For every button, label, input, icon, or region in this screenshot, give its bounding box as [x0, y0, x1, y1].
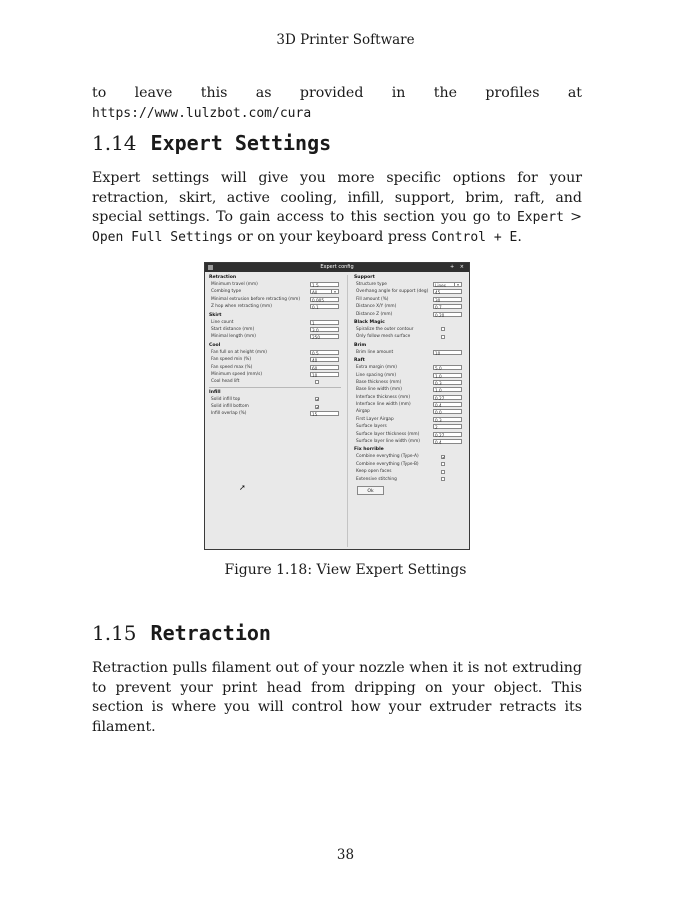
setting-checkbox[interactable]: [441, 470, 445, 474]
chevron-down-icon: ▾: [331, 290, 338, 294]
setting-row-fan-speed-min: [209, 356, 341, 363]
setting-row-distance-x-y-mm: [354, 303, 466, 310]
setting-row-first-layer-airgap: [354, 416, 466, 423]
setting-value: 250: [312, 335, 320, 341]
setting-row-base-thickness-mm: [354, 379, 466, 386]
setting-value: 1: [312, 320, 315, 326]
menu-open-full-settings: Open Full Settings: [92, 229, 233, 245]
setting-value: 5.0: [435, 366, 442, 372]
setting-label: Surface layer line width (mm): [356, 439, 420, 445]
setting-label: Start distance (mm): [211, 326, 255, 332]
setting-label: Surface layers: [356, 424, 387, 430]
setting-row-surface-layer-line-width-mm: [354, 438, 466, 445]
section-title: Retraction: [150, 621, 271, 645]
setting-label: Keep open faces: [356, 469, 392, 475]
setting-value: 0.005: [312, 297, 324, 303]
setting-input[interactable]: [310, 304, 339, 309]
setting-input[interactable]: [433, 380, 462, 385]
setting-row-extra-margin-mm: [354, 364, 466, 371]
paragraph-text: or on your keyboard press: [232, 228, 432, 245]
setting-row-line-count: [209, 319, 341, 326]
setting-label: Infill overlap (%): [211, 411, 247, 417]
expert-config-dialog: [204, 262, 470, 550]
lulzbot-url[interactable]: https://www.lulzbot.com/cura: [92, 105, 312, 121]
setting-row-minimal-length-mm: [209, 333, 341, 340]
section-number: 1.14: [92, 131, 137, 155]
section-title-fix-horrible: Fix horrible: [354, 447, 384, 453]
setting-label: Base line width (mm): [356, 387, 402, 393]
setting-label: Minimum speed (mm/s): [211, 371, 263, 377]
setting-row-minimal-extrusion-before-retracting-mm: [209, 296, 341, 303]
right-column: [354, 273, 466, 498]
setting-label: Fan speed min (%): [211, 357, 252, 363]
setting-input[interactable]: [310, 334, 339, 339]
setting-label: Extra margin (mm): [356, 365, 397, 371]
setting-value: 1.0: [435, 373, 442, 379]
keyboard-shortcut: Control + E: [431, 229, 518, 245]
setting-value: 40: [312, 358, 318, 364]
setting-value: 10: [435, 350, 441, 356]
ok-button-row: [354, 486, 466, 498]
setting-row-only-follow-mesh-surface: [354, 333, 466, 340]
intro-paragraph: [92, 84, 582, 123]
section-title-black-magic: Black Magic: [354, 319, 385, 325]
left-column: [209, 273, 341, 418]
setting-label: Line count: [211, 319, 234, 325]
setting-row-interface-line-width-mm: [354, 401, 466, 408]
setting-value: 0.0: [435, 410, 442, 416]
section-title-cool: Cool: [209, 342, 221, 348]
setting-input[interactable]: [310, 350, 339, 355]
window-controls[interactable]: + ×: [450, 264, 466, 270]
setting-label: Distance X/Y (mm): [356, 304, 397, 310]
setting-value: 15: [312, 412, 318, 418]
section-heading-expert-settings: [92, 131, 331, 155]
setting-row-fan-full-on-at-height-mm: [209, 349, 341, 356]
setting-input[interactable]: [433, 350, 462, 355]
setting-input[interactable]: [433, 373, 462, 378]
setting-row-brim-line-amount: [354, 349, 466, 356]
setting-row-combine-everything-type-b: [354, 461, 466, 468]
setting-input[interactable]: [310, 411, 339, 416]
section-number: 1.15: [92, 621, 137, 645]
setting-value: 2: [435, 425, 438, 431]
setting-label: Base thickness (mm): [356, 379, 402, 385]
setting-label: Only follow mesh surface: [356, 334, 411, 340]
section-title-retraction: Retraction: [209, 275, 237, 280]
setting-input[interactable]: [310, 320, 339, 325]
setting-label: Cool head lift: [211, 379, 240, 385]
setting-input[interactable]: [310, 327, 339, 332]
setting-row-combine-everything-type-a: [354, 453, 466, 460]
setting-select[interactable]: [310, 289, 339, 294]
section-title: Expert Settings: [150, 131, 332, 155]
setting-input[interactable]: [310, 357, 339, 362]
setting-value: 3.0: [312, 327, 319, 333]
setting-label: Minimal length (mm): [211, 334, 256, 340]
setting-input[interactable]: [433, 395, 462, 400]
dialog-title: Expert config: [320, 264, 354, 270]
setting-row-solid-infill-bottom: [209, 403, 341, 410]
menu-separator: >: [570, 209, 582, 225]
ok-button[interactable]: Ok: [357, 486, 384, 495]
setting-value: 0.3: [435, 417, 442, 423]
setting-label: Solid infill bottom: [211, 404, 249, 410]
setting-value: 0.1: [312, 305, 319, 311]
setting-value: 45: [435, 290, 441, 296]
setting-value: 0.27: [435, 395, 445, 401]
setting-value: 1.0: [435, 388, 442, 394]
setting-input[interactable]: [433, 297, 462, 302]
setting-input[interactable]: [433, 402, 462, 407]
setting-checkbox[interactable]: ✔: [316, 404, 320, 410]
setting-row-line-spacing-mm: [354, 372, 466, 379]
section-title-skirt: Skirt: [209, 312, 222, 318]
section-title-raft: Raft: [354, 358, 365, 364]
setting-label: Fill amount (%): [356, 296, 389, 302]
setting-label: Combing type: [211, 289, 242, 295]
setting-checkbox[interactable]: ✔: [316, 397, 320, 403]
page-number: 38: [336, 847, 355, 863]
setting-label: Solid infill top: [211, 396, 241, 402]
setting-input[interactable]: [433, 387, 462, 392]
setting-value: 0.7: [435, 305, 442, 311]
setting-row-overhang-angle-for-support-deg: [354, 288, 466, 295]
setting-label: Combine everything (Type-B): [356, 461, 419, 467]
setting-row-minimum-travel-mm: [209, 281, 341, 288]
setting-row-minimum-speed-mm-s: [209, 371, 341, 378]
setting-value: 0.20: [435, 312, 445, 318]
setting-label: First Layer Airgap: [356, 416, 394, 422]
dialog-titlebar: [205, 263, 469, 272]
setting-value: 0.4: [435, 440, 442, 446]
setting-input[interactable]: [433, 409, 462, 414]
setting-value: 0.5: [312, 350, 319, 356]
setting-row-spiralize-the-outer-contour: [354, 326, 466, 333]
setting-select[interactable]: [433, 282, 462, 287]
retraction-paragraph: Retraction pulls filament out of your nozzle when it is not extruding to prevent your print head from dripping on your object. This section is where you will control how your extruder retracts its filament.: [92, 660, 582, 735]
section-title-infill: Infill: [209, 389, 221, 395]
setting-row-distance-z-mm: [354, 311, 466, 318]
setting-row-base-line-width-mm: [354, 386, 466, 393]
setting-value: All: [312, 290, 318, 296]
setting-label: Brim line amount: [356, 349, 394, 355]
setting-row-combing-type: [209, 288, 341, 295]
setting-label: Fan speed max (%): [211, 364, 253, 370]
setting-row-airgap: [354, 408, 466, 415]
setting-checkbox[interactable]: [441, 462, 445, 466]
setting-checkbox[interactable]: [315, 380, 319, 384]
setting-row-z-hop-when-retracting-mm: [209, 303, 341, 310]
section-title-support: Support: [354, 275, 375, 280]
app-icon: [208, 265, 213, 270]
setting-label: Interface line width (mm): [356, 402, 411, 408]
setting-row-cool-head-lift: [209, 378, 341, 385]
setting-row-surface-layer-thickness-mm: [354, 431, 466, 438]
setting-label: Airgap: [356, 409, 370, 415]
setting-value: Lines: [435, 283, 446, 288]
setting-label: Distance Z (mm): [356, 311, 393, 317]
setting-label: Extensive stitching: [356, 476, 397, 482]
setting-label: Fan full on at height (mm): [211, 349, 267, 355]
setting-row-extensive-stitching: [354, 476, 466, 483]
setting-value: 0.3: [435, 380, 442, 386]
column-divider: [347, 275, 348, 547]
setting-input[interactable]: [310, 372, 339, 377]
setting-input[interactable]: [433, 417, 462, 422]
setting-checkbox[interactable]: [441, 335, 445, 339]
chevron-down-icon: ▾: [454, 283, 461, 287]
setting-input[interactable]: [310, 282, 339, 287]
setting-row-structure-type: [354, 281, 466, 288]
setting-value: 30: [435, 297, 441, 303]
setting-value: 0.4: [435, 403, 442, 409]
setting-checkbox[interactable]: ✔: [442, 454, 446, 460]
paragraph-text: .: [517, 228, 522, 245]
setting-row-solid-infill-top: [209, 396, 341, 403]
section-separator: [209, 387, 341, 388]
setting-input[interactable]: [310, 297, 339, 302]
section-heading-retraction: [92, 621, 271, 645]
mouse-cursor-icon: ➚: [239, 483, 246, 492]
setting-row-surface-layers: [354, 423, 466, 430]
setting-row-fill-amount: [354, 296, 466, 303]
setting-row-infill-overlap: [209, 410, 341, 417]
setting-value: 60: [312, 365, 318, 371]
setting-label: Spiralize the outer contour: [356, 326, 414, 332]
setting-label: Interface thickness (mm): [356, 394, 410, 400]
setting-value: 0.27: [435, 432, 445, 438]
setting-input[interactable]: [433, 304, 462, 309]
setting-row-start-distance-mm: [209, 326, 341, 333]
setting-value: 1.5: [312, 283, 319, 288]
setting-label: Minimum travel (mm): [211, 282, 258, 287]
setting-label: Structure type: [356, 282, 387, 287]
setting-input[interactable]: [433, 312, 462, 317]
setting-input[interactable]: [433, 365, 462, 370]
setting-input[interactable]: [433, 439, 462, 444]
setting-row-interface-thickness-mm: [354, 394, 466, 401]
setting-checkbox[interactable]: [441, 477, 445, 481]
setting-label: Z hop when retracting (mm): [211, 304, 272, 310]
expert-settings-paragraph: [92, 169, 582, 247]
setting-label: Combine everything (Type-A): [356, 454, 419, 460]
setting-row-fan-speed-max: [209, 364, 341, 371]
setting-input[interactable]: [433, 424, 462, 429]
intro-text: to leave this as provided in the profiles at: [92, 85, 582, 101]
figure-caption: Figure 1.18: View Expert Settings: [224, 562, 467, 578]
setting-input[interactable]: [310, 365, 339, 370]
menu-expert: Expert: [516, 210, 564, 225]
setting-input[interactable]: [433, 289, 462, 294]
setting-row-keep-open-faces: [354, 468, 466, 475]
setting-label: Surface layer thickness (mm): [356, 431, 420, 437]
setting-label: Minimal extrusion before retracting (mm): [211, 296, 301, 302]
setting-label: Overhang angle for support (deg): [356, 289, 429, 295]
setting-value: 10: [312, 372, 318, 378]
paragraph-text: Expert settings will give you more specific options for your retraction, skirt, active cooling, infill, support, brim, raft, and special settings. To gain access to this section you go to: [92, 170, 582, 225]
setting-label: Line spacing (mm): [356, 372, 397, 378]
running-header: 3D Printer Software: [276, 32, 415, 48]
section-title-brim: Brim: [354, 342, 367, 348]
setting-input[interactable]: [433, 432, 462, 437]
setting-checkbox[interactable]: [441, 327, 445, 331]
